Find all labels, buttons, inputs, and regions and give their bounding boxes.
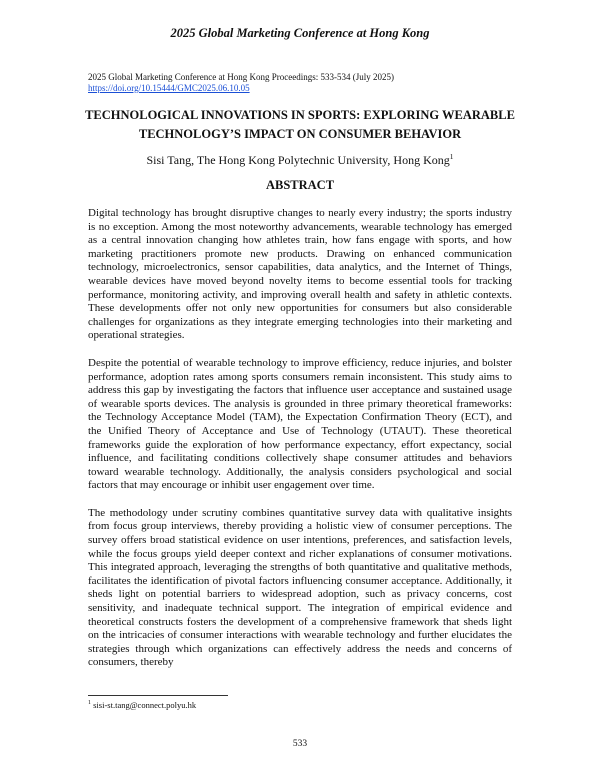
- page-number: 533: [292, 739, 308, 749]
- conference-running-header: 2025 Global Marketing Conference at Hong Kong: [170, 26, 430, 40]
- proceedings-citation: 2025 Global Marketing Conference at Hong Kong Proceedings: 533-534 (July 2025): [88, 72, 394, 82]
- abstract-paragraph-1: Digital technology has brought disruptive changes to nearly every industry; the sports industry is no exception. Among the most noteworthy advancements, wearable technology has emerged as a central innovation changing how athletes train, how fans engage with sports, and how marketing practitioners promote new products. Drawing on enhanced communication technology, microelectronics, sensor capabilities, data analytics, and the Internet of Things, wearable devices have moved beyond novelty items to become essential tools for tracking performance, monitoring activity, and improving overall health and safety in athletic contexts. These developments offer not only new opportunities for consumers but also considerable challenges for organizations as they integrate emerging technologies into their marketing and operational strategies.: [88, 207, 512, 342]
- abstract-heading: ABSTRACT: [265, 178, 335, 192]
- abstract-paragraph-3: The methodology under scrutiny combines quantitative survey data with qualitative insights from focus group interviews, thereby providing a holistic view of consumer perceptions. The survey offers broad statistical evidence on user intentions, preferences, and satisfaction levels, while the focus groups yield deeper context and richer explanations of consumer motivations. This integrated approach, leveraging the strengths of both quantitative and qualitative methods, facilitates the identification of pivotal factors influencing consumer acceptance. Additionally, it sheds light on potential barriers to widespread adoption, such as privacy concerns, cost sensitivity, and inadequate technical support. The integration of empirical evidence and theoretical constructs fosters the development of a comprehensive framework that sheds light on the intricacies of consumer interactions with wearable technology and further elucidates the strategies through which organizations can effectively address the needs and concerns of consumers, thereby: [88, 506, 512, 669]
- paper-title-line-2: TECHNOLOGY’S IMPACT ON CONSUMER BEHAVIOR: [138, 127, 462, 141]
- author-affiliation: Sisi Tang, The Hong Kong Polytechnic University, Hong Kong: [146, 153, 450, 167]
- footnote-divider: [88, 695, 228, 696]
- abstract-paragraph-2: Despite the potential of wearable technology to improve efficiency, reduce injuries, and bolster performance, adoption rates among sports consumers remain inconsistent. This study aims to address this gap by investigating the factors that influence user acceptance and sustained usage of wearable sports devices. The analysis is grounded in three primary theoretical frameworks: the Technology Acceptance Model (TAM), the Expectation Confirmation Theory (ECT), and the Unified Theory of Acceptance and Use of Technology (UTAUT). These theoretical frameworks guide the exploration of how performance expectancy, effort expectancy, social influence, and facilitating conditions collectively shape consumer attitudes and behaviors toward wearable technology. Additionally, the analysis considers psychological and social factors that may encourage or inhibit user engagement over time.: [88, 356, 512, 492]
- abstract-body: [88, 207, 512, 684]
- footnote-mark: 1: [88, 700, 91, 707]
- paper-title: [60, 106, 540, 144]
- author-line: [0, 152, 600, 168]
- doi-link[interactable]: https://doi.org/10.15444/GMC2025.06.10.05: [88, 83, 250, 93]
- paper-title-line-1: TECHNOLOGICAL INNOVATIONS IN SPORTS: EXPLORING WEARABLE: [85, 108, 515, 122]
- footnote: [88, 700, 196, 710]
- footnote-email: sisi-st.tang@connect.polyu.hk: [91, 700, 197, 710]
- author-footnote-mark: 1: [449, 152, 454, 161]
- proceedings-info: [88, 72, 394, 94]
